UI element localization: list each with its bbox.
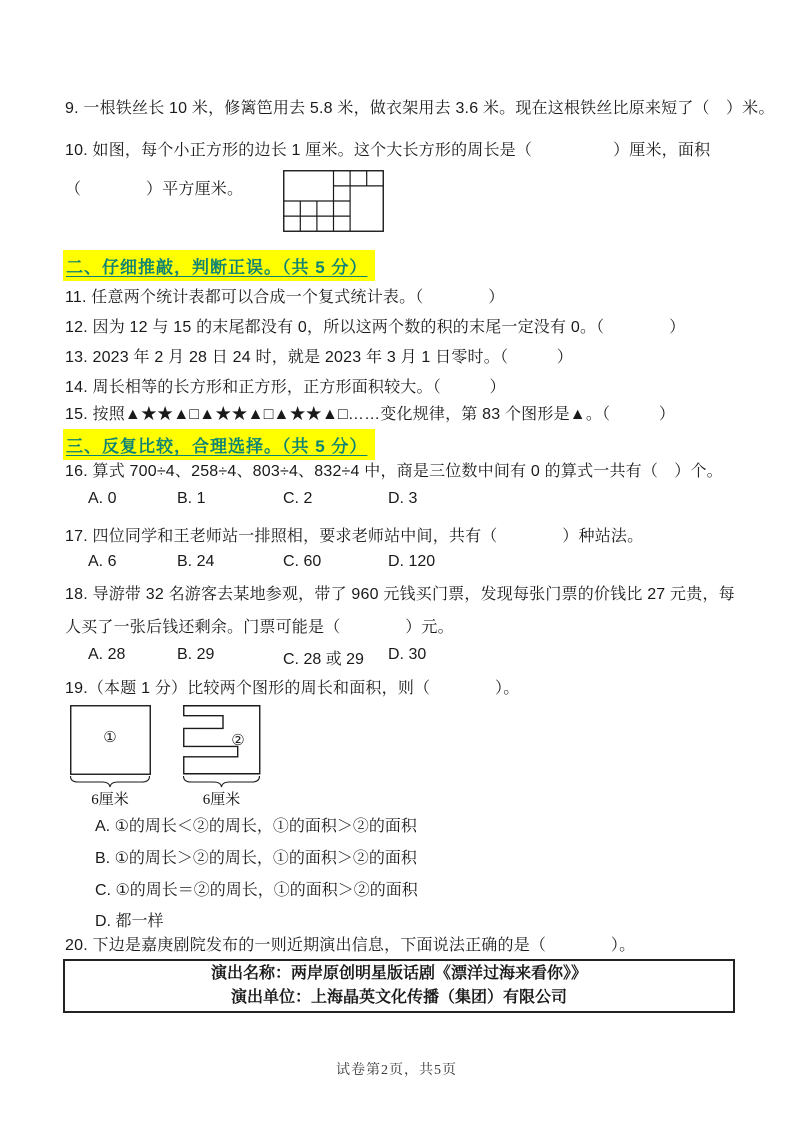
q10-grid-figure [283,170,384,232]
q16-option-c: C. 2 [283,490,313,507]
question-17-options [0,553,793,575]
question-13: 13. 2023 年 2 月 28 日 24 时，就是 2023 年 3 月 1 日零时。（ ） [65,349,573,366]
q19-option-b: B. ①的周长＞②的周长，①的面积＞②的面积 [95,850,417,867]
question-11: 11. 任意两个统计表都可以合成一个复式统计表。（ ） [65,289,505,306]
q19-shape1-dimension: 6厘米 [91,792,129,808]
performance-notice-box [63,959,735,1013]
q17-option-b: B. 24 [177,553,215,570]
q19-shape2-underbrace [183,775,261,789]
question-17: 17. 四位同学和王老师站一排照相，要求老师站中间，共有（ ）种站法。 [65,528,644,545]
section-2-header: 二、仔细推敲，判断正误。（共 5 分） [63,250,375,281]
q19-shape1-underbrace [70,775,151,789]
q19-shape2-dimension: 6厘米 [202,792,241,808]
q19-option-c: C. ①的周长＝②的周长，①的面积＞②的面积 [95,882,418,899]
q16-option-a: A. 0 [88,490,117,507]
q18-option-b: B. 29 [177,646,215,663]
q19-option-d: D. 都一样 [95,913,164,930]
question-12: 12. 因为 12 与 15 的末尾都没有 0，所以这两个数的积的末尾一定没有 0。（ ） [65,319,686,336]
question-9: 9. 一根铁丝长 10 米，修篱笆用去 5.8 米，做衣架用去 3.6 米。现在这根铁丝比原来短了（ ）米。 [65,100,775,117]
q17-option-c: C. 60 [283,553,322,570]
q18-option-d: D. 30 [388,646,427,663]
q18-option-a: A. 28 [88,646,126,663]
question-19: 19.（本题 1 分）比较两个图形的周长和面积，则（ ）。 [65,680,520,697]
question-10-line2: （ ）平方厘米。 [65,181,244,198]
question-10-line1: 10. 如图，每个小正方形的边长 1 厘米。这个大长方形的周长是（ ）厘米，面积 [65,142,711,159]
q17-option-d: D. 120 [388,553,436,570]
question-15: 15. 按照▲★★▲□▲★★▲□▲★★▲□……变化规律，第 83 个图形是▲。（ ） [65,406,676,423]
page-footer: 试卷第2页，共5页 [336,1063,457,1078]
question-16-options [0,490,793,512]
section-3-header: 三、反复比较，合理选择。（共 5 分） [63,429,375,460]
q19-shape2-label: ② [231,733,245,749]
question-16: 16. 算式 700÷4、258÷4、803÷4、832÷4 中，商是三位数中间有 0 的算式一共有（ ）个。 [65,463,723,480]
question-18-line2: 人买了一张后钱还剩余。门票可能是（ ）元。 [65,619,454,636]
q17-option-a: A. 6 [88,553,117,570]
notice-performance-name: 演出名称：两岸原创明星版话剧《漂洋过海来看你》》 [210,965,587,982]
q16-option-b: B. 1 [177,490,206,507]
question-18-line1: 18. 导游带 32 名游客去某地参观，带了 960 元钱买门票，发现每张门票的价钱比 27 元贵，每 [65,586,735,603]
q19-shape1-label: ① [103,730,117,746]
question-20: 20. 下边是嘉庚剧院发布的一则近期演出信息，下面说法正确的是（ ）。 [65,937,636,954]
question-18-options [0,646,793,668]
notice-performance-unit: 演出单位：上海晶英文化传播（集团）有限公司 [230,989,567,1006]
q18-option-c: C. 28 或 29 [283,651,364,668]
q16-option-d: D. 3 [388,490,418,507]
question-14: 14. 周长相等的长方形和正方形，正方形面积较大。（ ） [65,379,506,396]
q19-option-a: A. ①的周长＜②的周长，①的面积＞②的面积 [95,818,417,835]
